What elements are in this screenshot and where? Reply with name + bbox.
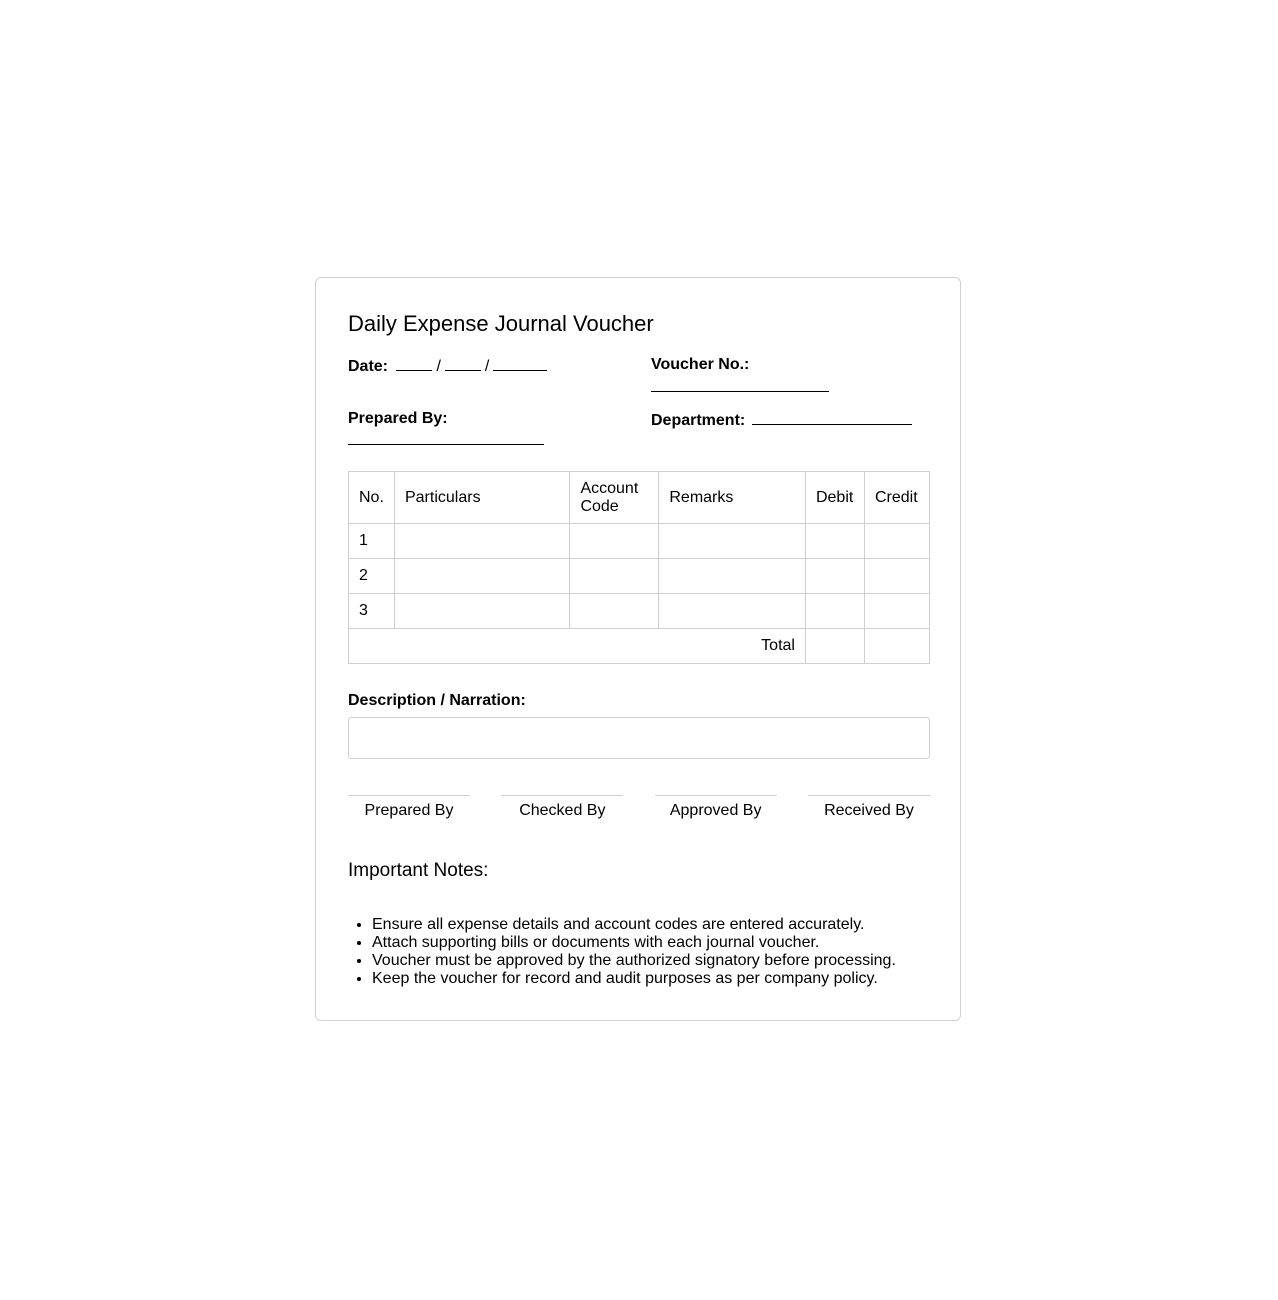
table-row [349, 594, 930, 629]
cell-debit[interactable] [805, 594, 864, 629]
list-item: • Keep the voucher for record and audit purposes as per company policy. [372, 970, 932, 988]
date-separator: / [436, 358, 441, 375]
list-item: • Attach supporting bills or documents with each journal voucher. [372, 934, 932, 952]
list-item: • Voucher must be approved by the authorized signatory before processing. [372, 952, 932, 970]
cell-credit[interactable] [864, 524, 929, 559]
cell-no: 1 [349, 524, 395, 559]
total-row [349, 629, 930, 664]
table-row [349, 559, 930, 594]
voucher-no-label: Voucher No.: [651, 356, 750, 373]
column-header-credit: Credit [864, 472, 929, 524]
cell-account-code[interactable] [570, 524, 659, 559]
cell-particulars[interactable] [394, 594, 569, 629]
date-label: Date: [348, 358, 389, 375]
date-month-blank[interactable] [445, 356, 481, 371]
department-blank[interactable] [752, 410, 912, 425]
column-header-no: No. [349, 472, 395, 524]
signature-section [348, 795, 930, 820]
date-year-blank[interactable] [493, 356, 547, 371]
date-separator: / [484, 358, 490, 375]
total-label: Total [349, 629, 806, 664]
page-title: Daily Expense Journal Voucher [348, 311, 654, 336]
date-day-blank[interactable] [396, 356, 432, 371]
date-field [348, 356, 547, 376]
cell-no: 3 [349, 594, 395, 629]
cell-remarks[interactable] [659, 594, 806, 629]
notes-title: Important Notes: [348, 860, 489, 881]
cell-account-code[interactable] [570, 559, 659, 594]
total-debit-cell[interactable] [805, 629, 864, 664]
signature-checked-by: Checked By [501, 795, 623, 820]
cell-remarks[interactable] [659, 559, 806, 594]
cell-credit[interactable] [864, 594, 929, 629]
table-header-row [349, 472, 930, 524]
narration-field[interactable] [348, 717, 930, 759]
column-header-remarks: Remarks [659, 472, 806, 524]
signature-approved-by: Approved By [655, 795, 777, 820]
department-label: Department: [651, 412, 746, 429]
cell-particulars[interactable] [394, 559, 569, 594]
total-credit-cell[interactable] [864, 629, 929, 664]
department-field [651, 410, 912, 430]
cell-particulars[interactable] [394, 524, 569, 559]
signature-received-by: Received By [808, 795, 930, 820]
cell-account-code[interactable] [570, 594, 659, 629]
voucher-no-blank[interactable] [651, 391, 829, 392]
cell-debit[interactable] [805, 524, 864, 559]
column-header-particulars: Particulars [394, 472, 569, 524]
cell-no: 2 [349, 559, 395, 594]
prepared-by-label: Prepared By: [348, 410, 448, 427]
cell-credit[interactable] [864, 559, 929, 594]
cell-remarks[interactable] [659, 524, 806, 559]
notes-list [348, 916, 932, 988]
column-header-account-code: Account Code [570, 472, 659, 524]
signature-prepared-by: Prepared By [348, 795, 470, 820]
table-row [349, 524, 930, 559]
entries-table [348, 471, 930, 664]
column-header-debit: Debit [805, 472, 864, 524]
prepared-by-blank[interactable] [348, 444, 544, 445]
narration-label: Description / Narration: [348, 692, 526, 709]
voucher-card [315, 277, 961, 1021]
cell-debit[interactable] [805, 559, 864, 594]
list-item: • Ensure all expense details and account codes are entered accurately. [372, 916, 932, 934]
